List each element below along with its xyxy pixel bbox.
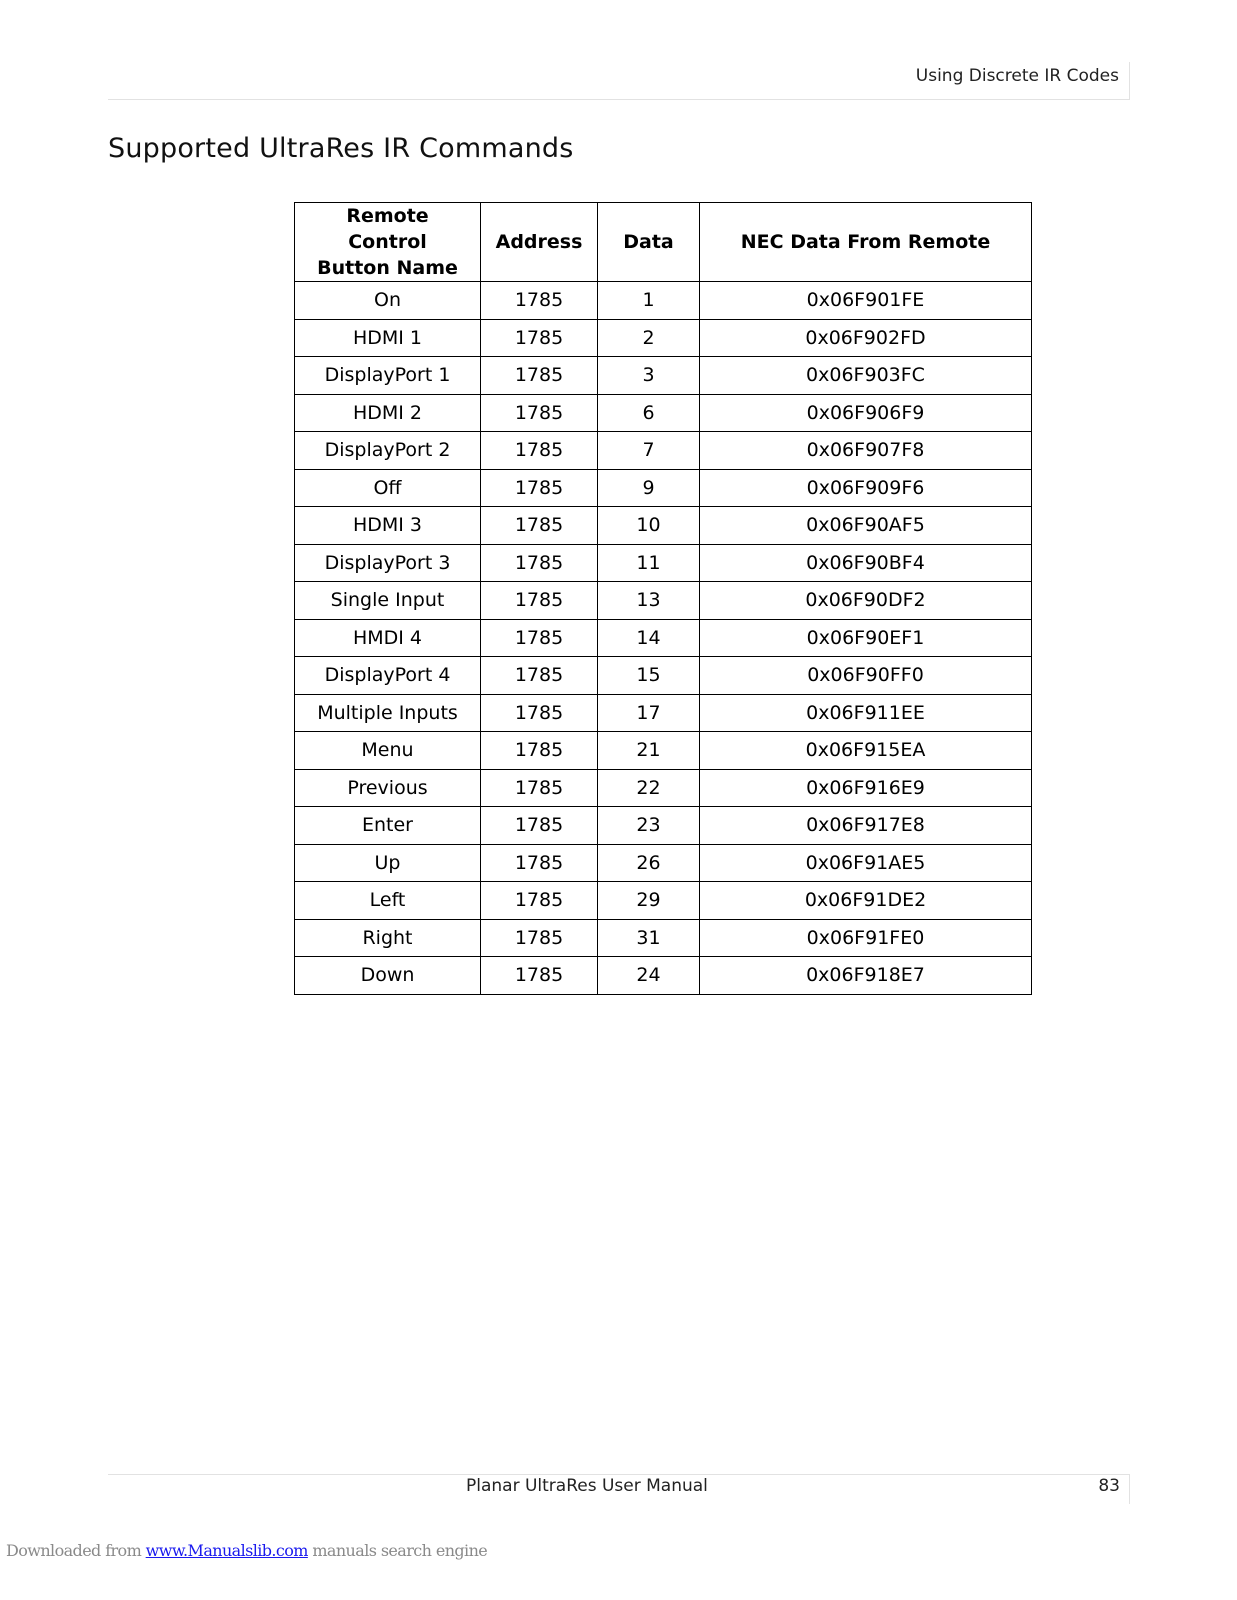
cell-button-name: HDMI 2 xyxy=(295,394,481,432)
cell-button-name: HDMI 1 xyxy=(295,319,481,357)
cell-data: 22 xyxy=(598,769,700,807)
ir-commands-table xyxy=(294,202,1032,995)
manualslib-link[interactable]: www.Manualslib.com xyxy=(145,1541,308,1560)
table-row xyxy=(295,582,1032,620)
cell-nec-data: 0x06F911EE xyxy=(700,694,1032,732)
cell-button-name: Down xyxy=(295,957,481,995)
cell-nec-data: 0x06F901FE xyxy=(700,282,1032,320)
cell-nec-data: 0x06F90EF1 xyxy=(700,619,1032,657)
cell-nec-data: 0x06F91AE5 xyxy=(700,844,1032,882)
table-row xyxy=(295,544,1032,582)
cell-button-name: DisplayPort 4 xyxy=(295,657,481,695)
cell-nec-data: 0x06F903FC xyxy=(700,357,1032,395)
cell-address: 1785 xyxy=(481,544,598,582)
cell-button-name: Up xyxy=(295,844,481,882)
column-header-address: Address xyxy=(481,203,598,282)
watermark-suffix: manuals search engine xyxy=(307,1541,488,1560)
page-title: Supported UltraRes IR Commands xyxy=(108,133,574,164)
page-number: 83 xyxy=(1098,1476,1120,1496)
cell-button-name: DisplayPort 3 xyxy=(295,544,481,582)
cell-data: 14 xyxy=(598,619,700,657)
cell-button-name: Off xyxy=(295,469,481,507)
footer-divider-tick xyxy=(1129,1474,1130,1504)
cell-data: 23 xyxy=(598,807,700,845)
cell-address: 1785 xyxy=(481,919,598,957)
table-body xyxy=(295,282,1032,995)
cell-button-name: HMDI 4 xyxy=(295,619,481,657)
table-row xyxy=(295,432,1032,470)
cell-nec-data: 0x06F91FE0 xyxy=(700,919,1032,957)
table-row xyxy=(295,919,1032,957)
table-row xyxy=(295,357,1032,395)
cell-address: 1785 xyxy=(481,657,598,695)
cell-data: 15 xyxy=(598,657,700,695)
table-row xyxy=(295,957,1032,995)
cell-address: 1785 xyxy=(481,582,598,620)
cell-nec-data: 0x06F90AF5 xyxy=(700,507,1032,545)
watermark-prefix: Downloaded from xyxy=(6,1541,146,1560)
table-row xyxy=(295,282,1032,320)
cell-address: 1785 xyxy=(481,432,598,470)
cell-data: 24 xyxy=(598,957,700,995)
download-watermark xyxy=(6,1541,487,1560)
table-row xyxy=(295,507,1032,545)
cell-nec-data: 0x06F909F6 xyxy=(700,469,1032,507)
cell-nec-data: 0x06F907F8 xyxy=(700,432,1032,470)
column-header-button-name: Remote Control Button Name xyxy=(295,203,481,282)
cell-button-name: DisplayPort 2 xyxy=(295,432,481,470)
table-row xyxy=(295,469,1032,507)
cell-data: 10 xyxy=(598,507,700,545)
table-row xyxy=(295,694,1032,732)
cell-address: 1785 xyxy=(481,807,598,845)
cell-data: 31 xyxy=(598,919,700,957)
cell-data: 6 xyxy=(598,394,700,432)
table-row xyxy=(295,319,1032,357)
cell-address: 1785 xyxy=(481,619,598,657)
cell-address: 1785 xyxy=(481,957,598,995)
header-divider xyxy=(108,99,1130,100)
cell-nec-data: 0x06F90FF0 xyxy=(700,657,1032,695)
cell-address: 1785 xyxy=(481,469,598,507)
cell-data: 21 xyxy=(598,732,700,770)
table-row xyxy=(295,882,1032,920)
cell-address: 1785 xyxy=(481,282,598,320)
cell-nec-data: 0x06F918E7 xyxy=(700,957,1032,995)
cell-data: 29 xyxy=(598,882,700,920)
cell-address: 1785 xyxy=(481,394,598,432)
cell-address: 1785 xyxy=(481,882,598,920)
cell-address: 1785 xyxy=(481,357,598,395)
cell-button-name: Previous xyxy=(295,769,481,807)
cell-button-name: HDMI 3 xyxy=(295,507,481,545)
cell-button-name: DisplayPort 1 xyxy=(295,357,481,395)
table-row xyxy=(295,657,1032,695)
table-header-row xyxy=(295,203,1032,282)
footer-divider xyxy=(108,1474,1130,1475)
cell-data: 11 xyxy=(598,544,700,582)
cell-data: 17 xyxy=(598,694,700,732)
cell-data: 13 xyxy=(598,582,700,620)
cell-address: 1785 xyxy=(481,507,598,545)
cell-address: 1785 xyxy=(481,319,598,357)
cell-button-name: Single Input xyxy=(295,582,481,620)
table-row xyxy=(295,807,1032,845)
cell-data: 1 xyxy=(598,282,700,320)
cell-button-name: Multiple Inputs xyxy=(295,694,481,732)
cell-nec-data: 0x06F902FD xyxy=(700,319,1032,357)
cell-data: 3 xyxy=(598,357,700,395)
cell-data: 7 xyxy=(598,432,700,470)
cell-nec-data: 0x06F916E9 xyxy=(700,769,1032,807)
column-header-data: Data xyxy=(598,203,700,282)
column-header-nec-data: NEC Data From Remote xyxy=(700,203,1032,282)
cell-nec-data: 0x06F91DE2 xyxy=(700,882,1032,920)
cell-button-name: Left xyxy=(295,882,481,920)
table-row xyxy=(295,619,1032,657)
cell-data: 2 xyxy=(598,319,700,357)
cell-button-name: Enter xyxy=(295,807,481,845)
cell-nec-data: 0x06F917E8 xyxy=(700,807,1032,845)
cell-data: 9 xyxy=(598,469,700,507)
header-divider-tick xyxy=(1129,62,1130,100)
cell-address: 1785 xyxy=(481,732,598,770)
footer-manual-title: Planar UltraRes User Manual xyxy=(466,1476,708,1496)
table-row xyxy=(295,394,1032,432)
running-header: Using Discrete IR Codes xyxy=(915,66,1119,86)
table-row xyxy=(295,844,1032,882)
cell-address: 1785 xyxy=(481,769,598,807)
cell-address: 1785 xyxy=(481,694,598,732)
cell-button-name: Menu xyxy=(295,732,481,770)
table-row xyxy=(295,769,1032,807)
table-row xyxy=(295,732,1032,770)
cell-nec-data: 0x06F90BF4 xyxy=(700,544,1032,582)
cell-nec-data: 0x06F906F9 xyxy=(700,394,1032,432)
cell-nec-data: 0x06F90DF2 xyxy=(700,582,1032,620)
cell-nec-data: 0x06F915EA xyxy=(700,732,1032,770)
cell-address: 1785 xyxy=(481,844,598,882)
cell-button-name: Right xyxy=(295,919,481,957)
cell-data: 26 xyxy=(598,844,700,882)
cell-button-name: On xyxy=(295,282,481,320)
